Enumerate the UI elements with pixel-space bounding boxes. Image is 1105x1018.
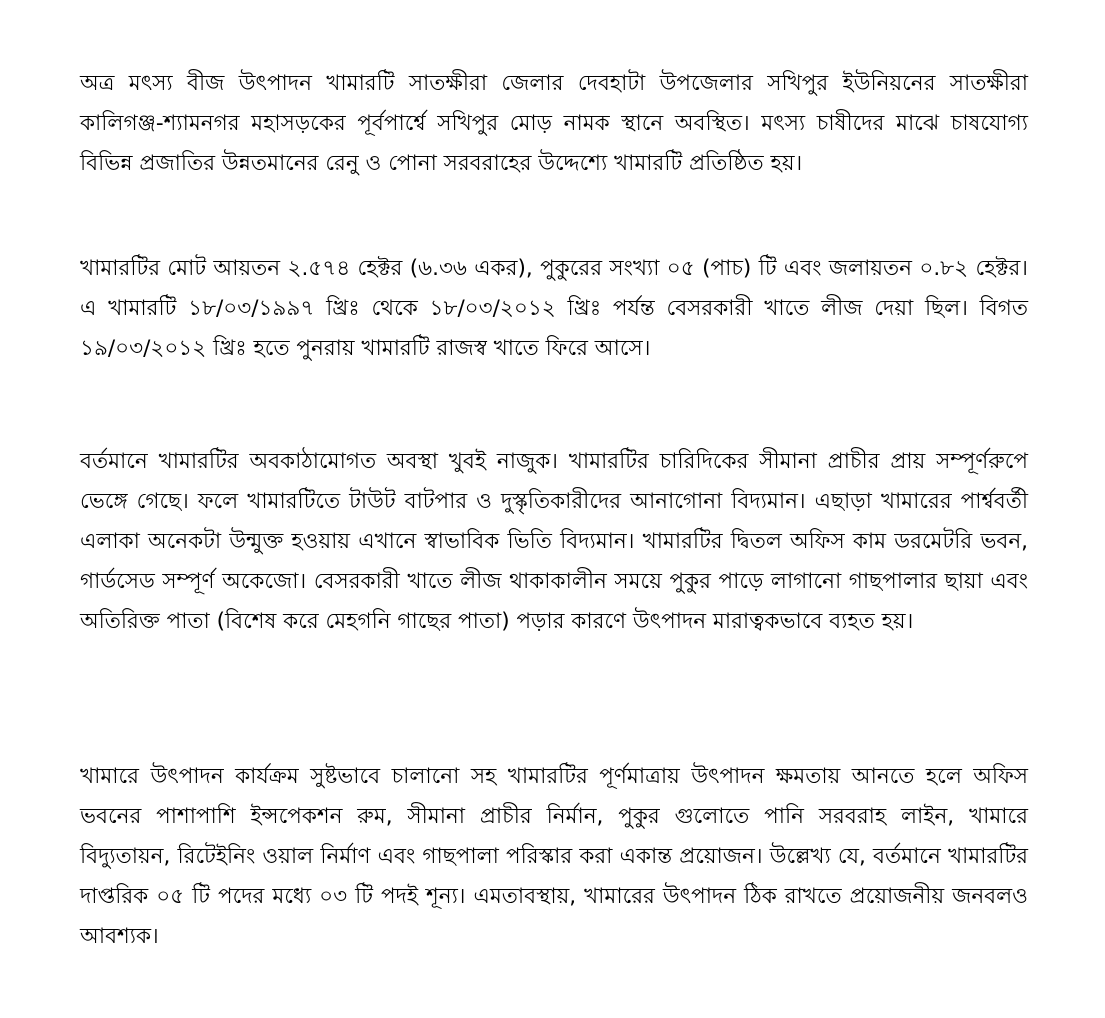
- paragraph-infrastructure-condition: বর্তমানে খামারটির অবকাঠামোগত অবস্থা খুবই নাজুক। খামারটির চারিদিকের সীমানা প্রাচীর প্রায় সম্পূর্ণরুপে ভেঙ্গে গেছে। ফলে খামারটিতে টাউট বাটপার ও দুস্কৃতিকারীদের আনাগোনা বিদ্যমান। এছাড়া খামারের পার্শ্ববর্তী এলাকা অনেকটা উন্মুক্ত হওয়ায় এখানে স্বাভাবিক ভিতি বিদ্যমান। খামারটির দ্বিতল অফিস কাম ডরমেটরি ভবন, গার্ডসেড সম্পূর্ণ অকেজো। বেসরকারী খাতে লীজ থাকাকালীন সময়ে পুকুর পাড়ে লাগানো গাছপালার ছায়া এবং অতিরিক্ত পাতা (বিশেষ করে মেহগনি গাছের পাতা) পড়ার কারণে উৎপাদন মারাত্বকভাবে ব্যহত হয়।: [80, 449, 1028, 634]
- paragraph-farm-location: অত্র মৎস্য বীজ উৎপাদন খামারটি সাতক্ষীরা জেলার দেবহাটা উপজেলার সখিপুর ইউনিয়নের সাতক্ষীরা কালিগঞ্জ-শ্যামনগর মহাসড়কের পূর্বপার্শ্বে সখিপুর মোড় নামক স্থানে অবস্থিত। মৎস্য চাষীদের মাঝে চাষযোগ্য বিভিন্ন প্রজাতির উন্নতমানের রেনু ও পোনা সরবরাহের উদ্দেশ্যে খামারটি প্রতিষ্ঠিত হয়।: [80, 71, 1028, 176]
- paragraph-requirements: খামারে উৎপাদন কার্যক্রম সুষ্টভাবে চালানো সহ খামারটির পূর্ণমাত্রায় উৎপাদন ক্ষমতায় আনতে হলে অফিস ভবনের পাশাপাশি ইন্সপেকশন রুম, সীমানা প্রাচীর নির্মান, পুকুর গুলোতে পানি সরবরাহ লাইন, খামারে বিদ্যুতায়ন, রিটেইনিং ওয়াল নির্মাণ এবং গাছপালা পরিস্কার করা একান্ত প্রয়োজন। উল্লেখ্য যে, বর্তমানে খামারটির দাপ্তরিক ০৫ টি পদের মধ্যে ০৩ টি পদই শূন্য। এমতাবস্থায়, খামারের উৎপাদন ঠিক রাখতে প্রয়োজনীয় জনবলও আবশ্যক।: [80, 764, 1028, 949]
- paragraph-farm-area-lease: খামারটির মোট আয়তন ২.৫৭৪ হেক্টর (৬.৩৬ একর), পুকুরের সংখ্যা ০৫ (পাচ) টি এবং জলায়তন ০.৮২ হেক্টর। এ খামারটি ১৮/০৩/১৯৯৭ খ্রিঃ থেকে ১৮/০৩/২০১২ খ্রিঃ পর্যন্ত বেসরকারী খাতে লীজ দেয়া ছিল। বিগত ১৯/০৩/২০১২ খ্রিঃ হতে পুনরায় খামারটি রাজস্ব খাতে ফিরে আসে।: [80, 256, 1028, 361]
